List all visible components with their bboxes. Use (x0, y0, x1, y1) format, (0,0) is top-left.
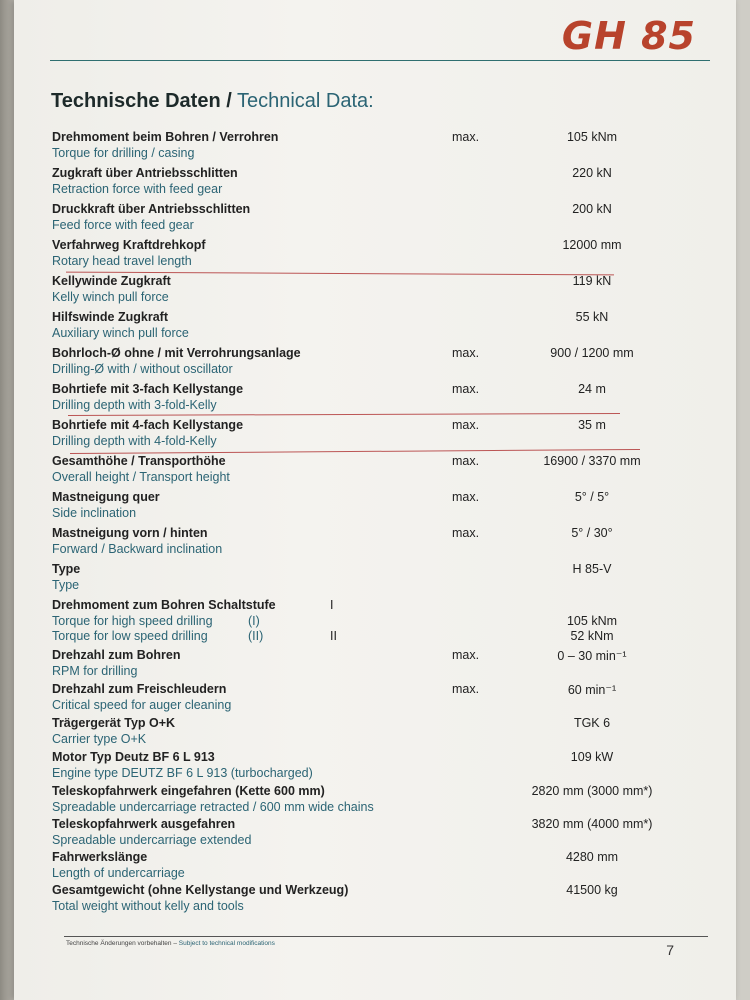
spec-row (52, 166, 692, 202)
spec-row-gear-torque (52, 598, 692, 648)
footnote-en: Subject to technical modifications (178, 940, 275, 947)
spec-label-de: Drehmoment zum Bohren Schaltstufe (52, 598, 276, 612)
spec-qualifier: max. (452, 382, 480, 396)
page-title (51, 90, 374, 113)
spec-value: 220 kN (572, 166, 612, 180)
spec-label-de: Gesamtgewicht (ohne Kellystange und Werkzeug) (52, 883, 349, 897)
spec-row (52, 750, 692, 784)
spec-label-en: Spreadable undercarriage extended (52, 833, 252, 847)
page-number: 7 (666, 942, 674, 958)
spec-value: 3820 mm (4000 mm*) (531, 817, 653, 831)
spec-qualifier: max. (452, 418, 480, 432)
spec-qualifier: max. (452, 130, 480, 144)
spec-label-en: Auxiliary winch pull force (52, 326, 189, 340)
spec-value: 200 kN (572, 202, 612, 216)
spec-label-de: Kellywinde Zugkraft (52, 274, 171, 288)
footer-rule (64, 936, 708, 937)
model-logo: GH 85 (561, 14, 696, 58)
spec-label-de: Fahrwerkslänge (52, 850, 148, 864)
spec-value: TGK 6 (573, 716, 611, 730)
spec-label-en: Drilling-Ø with / without oscillator (52, 362, 233, 376)
page-edge (0, 0, 14, 1000)
spec-qualifier: max. (452, 682, 480, 696)
spec-label-en: Retraction force with feed gear (52, 182, 223, 196)
spec-label-en: Overall height / Transport height (52, 470, 230, 484)
spec-qualifier: max. (452, 648, 480, 662)
spec-label-de: Type (52, 562, 81, 576)
spec-label-en: Carrier type O+K (52, 732, 147, 746)
footnote (66, 940, 275, 947)
spec-value: 52 kNm (570, 629, 614, 643)
spec-label-de: Teleskopfahrwerk ausgefahren (52, 817, 236, 831)
spec-label-de: Drehzahl zum Bohren (52, 648, 181, 662)
title-en: Technical Data: (231, 90, 374, 112)
spec-label-en: Drilling depth with 4-fold-Kelly (52, 434, 217, 448)
spec-value: 24 m (578, 382, 606, 396)
stage-marker-en: (II) (248, 629, 264, 643)
spec-label-en: Engine type DEUTZ BF 6 L 913 (turbocharged) (52, 766, 313, 780)
spec-label-de: Mastneigung vorn / hinten (52, 526, 208, 540)
spec-value: 105 kNm (566, 614, 618, 628)
spec-label-en: Torque for high speed drilling (52, 614, 213, 628)
spec-row (52, 238, 692, 274)
spec-row (52, 202, 692, 238)
spec-value: 105 kNm (566, 130, 618, 144)
spec-qualifier: max. (452, 490, 480, 504)
spec-value: 2820 mm (3000 mm*) (531, 784, 653, 798)
spec-row (52, 454, 692, 490)
spec-label-en: Type (52, 578, 80, 592)
spec-value: H 85-V (572, 562, 612, 576)
spec-label-de: Zugkraft über Antriebsschlitten (52, 166, 238, 180)
spec-label-en: Forward / Backward inclination (52, 542, 223, 556)
spec-row (52, 130, 692, 166)
stage-marker: II (330, 629, 337, 643)
spec-value: 16900 / 3370 mm (543, 454, 641, 468)
spec-value: 0 – 30 min⁻¹ (557, 649, 627, 663)
spec-row (52, 346, 692, 382)
spec-qualifier: max. (452, 526, 480, 540)
spec-label-de: Drehzahl zum Freischleudern (52, 682, 227, 696)
spec-row (52, 310, 692, 346)
spec-value: 55 kN (575, 310, 609, 324)
spec-label-en: Critical speed for auger cleaning (52, 698, 232, 712)
spec-label-en: Feed force with feed gear (52, 218, 194, 232)
spec-label-de: Motor Typ Deutz BF 6 L 913 (52, 750, 215, 764)
spec-label-de: Verfahrweg Kraftdrehkopf (52, 238, 206, 252)
spec-value: 119 kN (572, 274, 612, 288)
spec-label-en: Drilling depth with 3-fold-Kelly (52, 398, 217, 412)
spec-row (52, 562, 692, 598)
spec-label-en: RPM for drilling (52, 664, 138, 678)
spec-row (52, 784, 692, 817)
spec-row (52, 817, 692, 850)
spec-row (52, 716, 692, 750)
spec-label-en: Total weight without kelly and tools (52, 899, 244, 913)
spec-label-de: Gesamthöhe / Transporthöhe (52, 454, 226, 468)
spec-value: 60 min⁻¹ (567, 683, 617, 697)
stage-marker-en: (I) (248, 614, 260, 628)
spec-value: 35 m (578, 418, 606, 432)
spec-value: 5° / 5° (574, 490, 610, 504)
stage-marker: I (330, 598, 334, 612)
spec-label-de: Bohrtiefe mit 4-fach Kellystange (52, 418, 244, 432)
spec-label-de: Bohrtiefe mit 3-fach Kellystange (52, 382, 244, 396)
spec-label-de: Teleskopfahrwerk eingefahren (Kette 600 mm) (52, 784, 325, 798)
header-rule (50, 60, 710, 61)
spec-qualifier: max. (452, 346, 480, 360)
spec-label-en: Spreadable undercarriage retracted / 600 mm wide chains (52, 800, 374, 814)
title-de: Technische Daten / (51, 90, 232, 112)
spec-qualifier: max. (452, 454, 480, 468)
spec-label-de: Drehmoment beim Bohren / Verrohren (52, 130, 279, 144)
spec-value: 5° / 30° (571, 526, 613, 540)
spec-row (52, 850, 692, 883)
spec-value: 109 kW (570, 750, 614, 764)
footnote-de: Technische Änderungen vorbehalten – (66, 940, 179, 947)
spec-label-en: Torque for drilling / casing (52, 146, 195, 160)
spec-label-de: Hilfswinde Zugkraft (52, 310, 168, 324)
spec-table (52, 130, 692, 916)
spec-value: 12000 mm (562, 238, 622, 252)
spec-label-en: Rotary head travel length (52, 254, 192, 268)
spec-label-en: Torque for low speed drilling (52, 629, 208, 643)
spec-label-en: Length of undercarriage (52, 866, 185, 880)
spec-label-de: Druckkraft über Antriebsschlitten (52, 202, 251, 216)
spec-row (52, 274, 692, 310)
spec-label-de: Trägergerät Typ O+K (52, 716, 176, 730)
spec-label-de: Bohrloch-Ø ohne / mit Verrohrungsanlage (52, 346, 301, 360)
spec-label-de: Mastneigung quer (52, 490, 160, 504)
spec-row (52, 490, 692, 526)
spec-label-en: Kelly winch pull force (52, 290, 169, 304)
spec-value: 41500 kg (566, 883, 618, 897)
spec-row (52, 526, 692, 562)
spec-row (52, 648, 692, 682)
spec-label-en: Side inclination (52, 506, 137, 520)
spec-value: 4280 mm (565, 850, 619, 864)
spec-row (52, 883, 692, 916)
spec-value: 900 / 1200 mm (550, 346, 634, 360)
spec-row (52, 682, 692, 716)
